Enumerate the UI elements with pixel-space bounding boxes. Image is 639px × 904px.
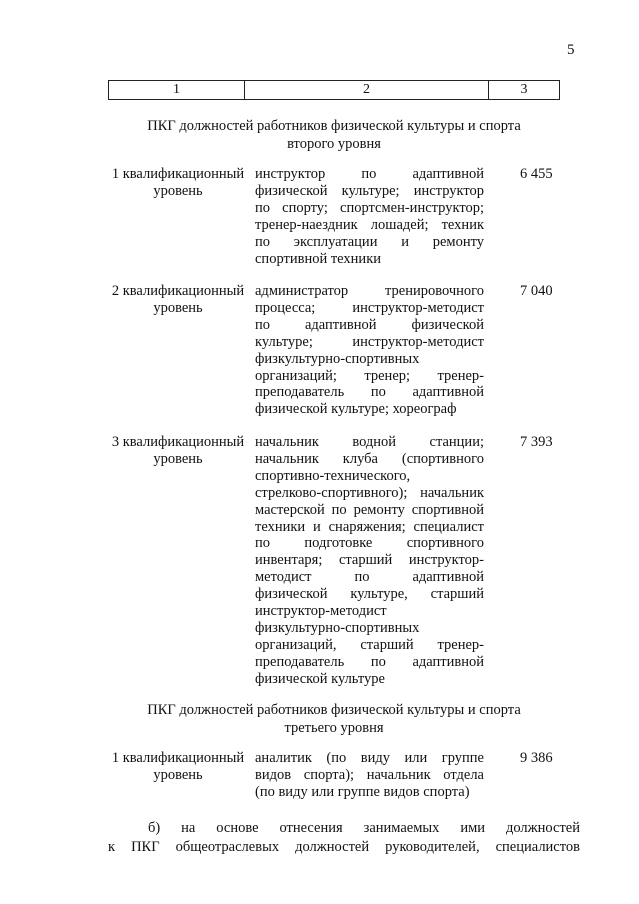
position-line: техники и снаряжения; специалист bbox=[255, 518, 484, 535]
salary-value: 7 393 bbox=[520, 434, 553, 450]
position-line: организаций, старший тренер- bbox=[255, 636, 484, 653]
position-line: по спорту; спортсмен-инструктор; bbox=[255, 199, 484, 216]
position-line: начальник клуба (спортивного bbox=[255, 450, 484, 467]
page-number: 5 bbox=[567, 42, 575, 58]
level-line: уровень bbox=[153, 766, 203, 783]
salary-value: 7 040 bbox=[520, 283, 553, 299]
position-line: мастерской по ремонту спортивной bbox=[255, 501, 484, 518]
column-header-1: 1 bbox=[109, 81, 245, 100]
section-title-line: ПКГ должностей работников физической культуры и спорта bbox=[147, 702, 521, 718]
paragraph-line: б) на основе отнесения занимаемых ими должностей bbox=[148, 820, 580, 836]
column-header-2: 2 bbox=[245, 81, 489, 100]
qualification-level bbox=[108, 166, 248, 200]
position-line: физической культуре; хореограф bbox=[255, 401, 457, 418]
position-line: физической культуре; инструктор bbox=[255, 182, 484, 199]
qualification-level bbox=[108, 750, 248, 784]
level-line: уровень bbox=[153, 182, 203, 199]
qualification-level bbox=[108, 434, 248, 468]
position-line: стрелково-спортивного); начальник bbox=[255, 484, 484, 501]
level-line: 1 квалификационный bbox=[111, 750, 245, 766]
column-header-3: 3 bbox=[489, 81, 560, 100]
position-list bbox=[255, 283, 484, 418]
level-line: уровень bbox=[153, 299, 203, 316]
level-line: 2 квалификационный bbox=[111, 283, 245, 299]
position-line: по эксплуатации и ремонту bbox=[255, 233, 484, 250]
position-line: физической культуре, старший bbox=[255, 586, 484, 603]
footer-paragraph bbox=[108, 819, 580, 857]
position-line: инструктор по адаптивной bbox=[255, 166, 484, 182]
position-line: спортивно-технического, bbox=[255, 467, 411, 484]
column-header-table bbox=[108, 80, 560, 100]
position-list bbox=[255, 166, 484, 267]
position-line: по подготовке спортивного bbox=[255, 535, 484, 552]
position-line: организаций; тренер; тренер- bbox=[255, 367, 484, 384]
position-line: физкультурно-спортивных bbox=[255, 350, 420, 367]
paragraph-line: к ПКГ общеотраслевых должностей руководителей, специалистов bbox=[108, 839, 580, 855]
salary-value: 9 386 bbox=[520, 750, 553, 766]
position-line: процесса; инструктор-методист bbox=[255, 299, 484, 316]
position-line: методист по адаптивной bbox=[255, 569, 484, 586]
position-line: по адаптивной физической bbox=[255, 316, 484, 333]
position-line: преподаватель по адаптивной bbox=[255, 384, 484, 401]
position-line: администратор тренировочного bbox=[255, 283, 484, 299]
section-title bbox=[108, 701, 560, 737]
position-line: начальник водной станции; bbox=[255, 434, 484, 450]
position-line: видов спорта); начальник отдела bbox=[255, 766, 484, 783]
level-line: уровень bbox=[153, 450, 203, 467]
position-line: физкультурно-спортивных bbox=[255, 619, 420, 636]
section-title-line: третьего уровня bbox=[284, 720, 384, 736]
level-line: 1 квалификационный bbox=[111, 166, 245, 182]
qualification-level bbox=[108, 283, 248, 317]
position-line: преподаватель по адаптивной bbox=[255, 653, 484, 670]
salary-value: 6 455 bbox=[520, 166, 553, 182]
section-title-line: ПКГ должностей работников физической культуры и спорта bbox=[147, 118, 521, 134]
section-title bbox=[108, 117, 560, 153]
position-line: спортивной техники bbox=[255, 250, 381, 267]
position-line: аналитик (по виду или группе bbox=[255, 750, 484, 766]
position-line: (по виду или группе видов спорта) bbox=[255, 783, 470, 800]
position-list bbox=[255, 434, 484, 688]
section-title-line: второго уровня bbox=[287, 136, 381, 152]
position-list bbox=[255, 750, 484, 801]
level-line: 3 квалификационный bbox=[111, 434, 245, 450]
position-line: тренер-наездник лошадей; техник bbox=[255, 216, 484, 233]
position-line: инвентаря; старший инструктор- bbox=[255, 552, 484, 569]
position-line: инструктор-методист bbox=[255, 603, 387, 620]
position-line: культуре; инструктор-методист bbox=[255, 333, 484, 350]
position-line: физической культуре bbox=[255, 670, 385, 687]
